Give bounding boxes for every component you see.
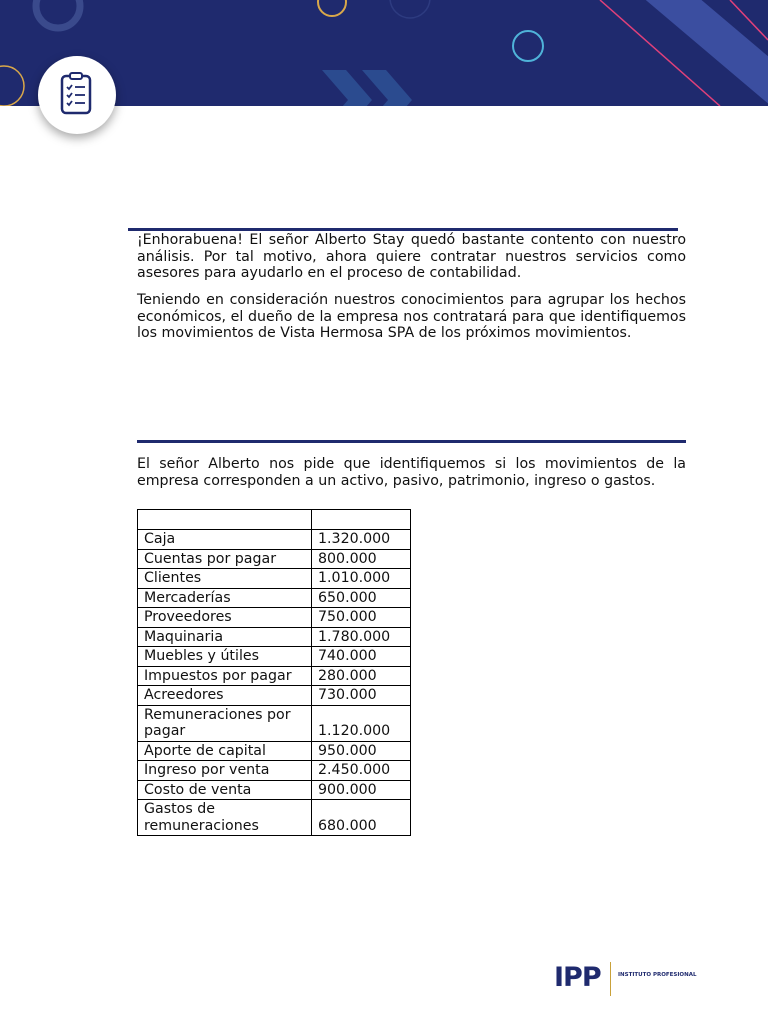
checklist-icon <box>59 72 95 116</box>
account-value-cell: 1.120.000 <box>312 705 411 741</box>
account-value-cell: 800.000 <box>312 549 411 569</box>
account-name-cell: Mercaderías <box>138 588 312 608</box>
table-row <box>138 780 411 800</box>
account-value-cell: 1.010.000 <box>312 569 411 589</box>
section-divider-top <box>128 228 678 231</box>
account-name-cell: Remuneraciones por pagar <box>138 705 312 741</box>
table-row <box>138 800 411 836</box>
account-value-cell: 650.000 <box>312 588 411 608</box>
table-row <box>138 627 411 647</box>
account-value-cell: 680.000 <box>312 800 411 836</box>
table-row <box>138 761 411 781</box>
table-row <box>138 530 411 550</box>
logo-divider <box>610 962 611 996</box>
table-row <box>138 588 411 608</box>
table-header-cell <box>312 510 411 530</box>
intro-paragraph-2: Teniendo en consideración nuestros conocimientos para agrupar los hechos económicos, el dueño de la empresa nos contratará para que identifiquemos los movimientos de Vista Hermosa SPA de los próximos movimientos. <box>137 292 686 341</box>
account-name-cell: Clientes <box>138 569 312 589</box>
table-row <box>138 705 411 741</box>
account-name-cell: Muebles y útiles <box>138 647 312 667</box>
account-name-cell: Proveedores <box>138 608 312 628</box>
account-name-cell: Aporte de capital <box>138 741 312 761</box>
account-value-cell: 950.000 <box>312 741 411 761</box>
table-row <box>138 549 411 569</box>
checklist-badge <box>38 56 116 134</box>
account-name-cell: Ingreso por venta <box>138 761 312 781</box>
account-name-cell: Gastos de remuneraciones <box>138 800 312 836</box>
table-row <box>138 741 411 761</box>
table-row <box>138 569 411 589</box>
account-name-cell: Impuestos por pagar <box>138 666 312 686</box>
table-row <box>138 686 411 706</box>
section-divider-middle <box>137 440 686 443</box>
table-header-row <box>138 510 411 530</box>
account-value-cell: 1.780.000 <box>312 627 411 647</box>
intro-paragraph-1: ¡Enhorabuena! El señor Alberto Stay quedó bastante contento con nuestro análisis. Por tal motivo, ahora quiere contratar nuestros servicios como asesores para ayudarlo en el proceso de contabilidad. <box>137 232 686 281</box>
account-name-cell: Costo de venta <box>138 780 312 800</box>
account-value-cell: 900.000 <box>312 780 411 800</box>
account-name-cell: Cuentas por pagar <box>138 549 312 569</box>
account-name-cell: Maquinaria <box>138 627 312 647</box>
logo-subtext: INSTITUTO PROFESIONAL <box>618 972 697 978</box>
account-value-cell: 740.000 <box>312 647 411 667</box>
account-value-cell: 750.000 <box>312 608 411 628</box>
account-value-cell: 280.000 <box>312 666 411 686</box>
movements-table <box>137 509 411 836</box>
account-name-cell: Caja <box>138 530 312 550</box>
table-header-cell <box>138 510 312 530</box>
account-value-cell: 2.450.000 <box>312 761 411 781</box>
table-row <box>138 666 411 686</box>
account-value-cell: 1.320.000 <box>312 530 411 550</box>
account-value-cell: 730.000 <box>312 686 411 706</box>
account-name-cell: Acreedores <box>138 686 312 706</box>
table-row <box>138 647 411 667</box>
table-row <box>138 608 411 628</box>
task-paragraph: El señor Alberto nos pide que identifiquemos si los movimientos de la empresa corresponden a un activo, pasivo, patrimonio, ingreso o gastos. <box>137 456 686 489</box>
logo-wordmark: IPP <box>554 962 601 993</box>
